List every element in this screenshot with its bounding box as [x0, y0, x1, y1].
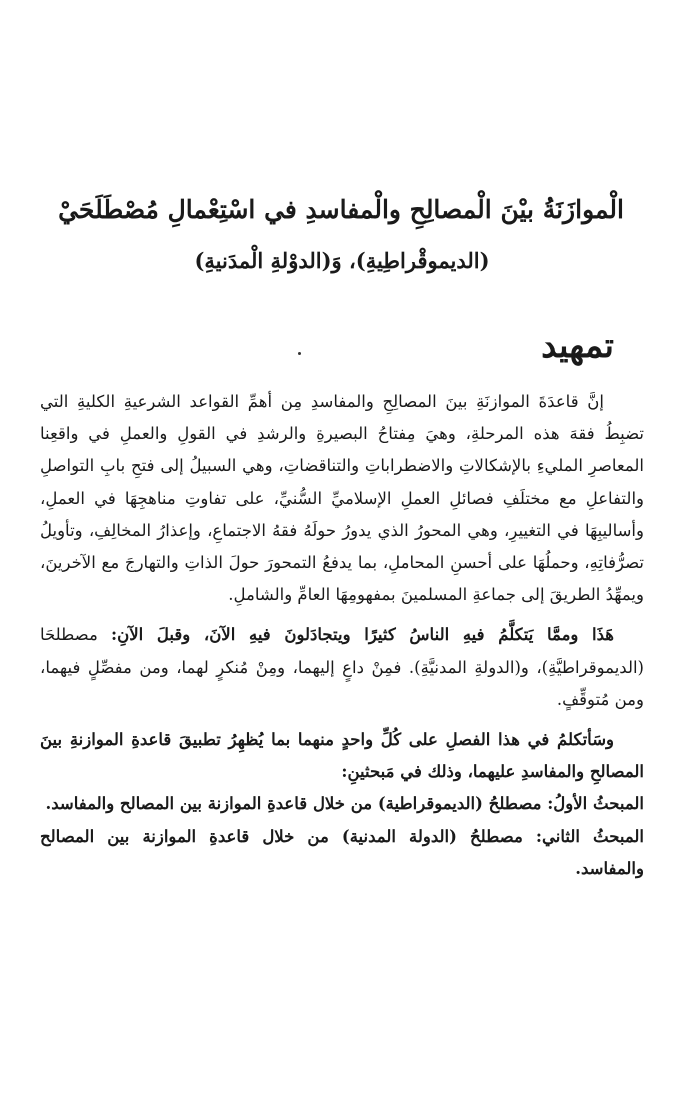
- document-subtitle: (الديموقْراطِيةِ)، وَ(الدوْلةِ الْمدَنيةِ): [194, 248, 490, 273]
- paragraph-terms: [40, 619, 644, 716]
- decorative-dot: [298, 352, 301, 355]
- chapter-item-1: المبحثُ الأولُ: مصطلحُ (الديموقراطية) من خلال قاعدةِ الموازنة بين المصالح والمفاسد.: [45, 794, 644, 814]
- paragraph-plan: وسَأتكلمُ في هذا الفصلِ على كُلِّ واحدٍ منهما بما يُظهِرُ تطبيقَ قاعدةِ الموازنةِ بينَ المصالحِ والمفاسدِ عليهما، وذلك في مَبحثينِ:: [40, 730, 644, 782]
- paragraph-gap: [40, 611, 644, 619]
- paragraph-intro: إنَّ قاعدَةَ الموازنَةِ بينَ المصالِحِ والمفاسدِ مِن أهمِّ القواعد الشرعيةِ الكليةِ التي تضبِطُ فقهَ هذه المرحلةِ، وهيَ مِفتاحُ البصيرةِ والرشدِ في القولِ والعملِ في واقعِنا المعاصرِ المليءِ بالإشكالاتِ والاضطراباتِ والتناقضاتِ، وهي السبيلُ إلى فتحِ بابِ التواصلِ والتفاعلِ مع مختلَفِ فصائلِ العملِ الإسلاميِّ السُّنيِّ، على تفاوتِ مناهجِهَا في العملِ، وأساليبِهَا في التغييرِ، وهي المحورُ الذي يدورُ حولَهُ فقهُ الاجتماعِ، وإعذارُ المخالِفِ، وتأويلُ تصرُّفاتِهِ، وحملُهَا على أحسنِ المحاملِ، بما يدفعُ التمحورَ حولَ الذاتِ والتهارجَ مع الآخرينَ، ويمهِّدُ الطريقَ إلى جماعةِ المسلمينَ بمفهومِهَا العامِّ والشاملِ.: [40, 392, 644, 605]
- chapter-item-2: المبحثُ الثاني: مصطلحُ (الدولة المدنية) من خلال قاعدةِ الموازنة بين المصالح والمفاسد.: [40, 826, 644, 878]
- document-body: [40, 386, 644, 885]
- paragraph-gap: [40, 716, 644, 724]
- document-title: الْموازَنَةُ بيْنَ الْمصالِحِ والْمفاسدِ في اسْتِعْمالِ مُصْطَلَحَيْ: [58, 195, 624, 224]
- paragraph-terms-lead: هَذَا وممَّا يَتكلَّمُ فيهِ الناسُ كثيرًا ويتجادَلونَ فيهِ الآنَ، وقبلَ الآنِ:: [111, 625, 614, 645]
- paragraph-terms-rest: مصطلحَا (الديموقراطيَّةِ)، و(الدولةِ المدنيَّةِ). فمِنْ داعٍ إليهما، ومِنْ مُنكرٍ لهما، ومن مفصِّلٍ فيهما، ومن مُتوقِّفٍ.: [40, 625, 644, 709]
- section-heading: تمهيد: [541, 326, 614, 366]
